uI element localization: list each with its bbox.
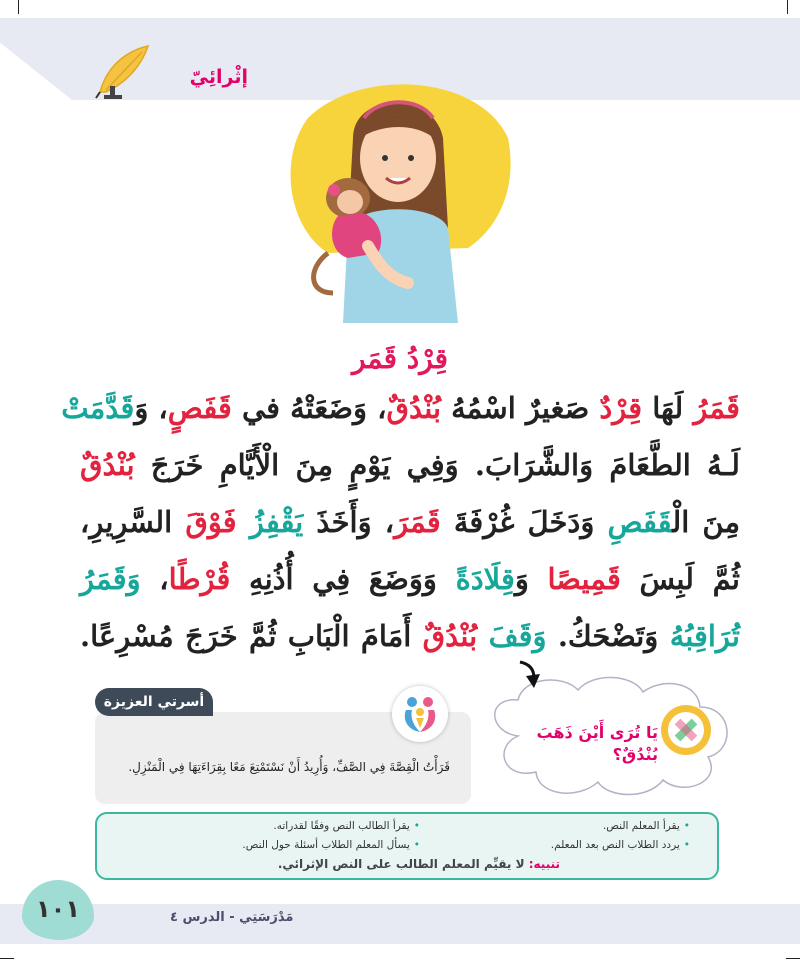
story-word-highlight: يَقْفِزُ [249, 505, 304, 539]
note-item: • يردد الطلاب النص بعد المعلم. [551, 839, 690, 851]
story-text: السَّرِيرِ، [80, 505, 186, 539]
pencil-badge-icon [660, 704, 712, 756]
note-item: • يقرأ المعلم النص. [603, 820, 690, 832]
story-word-highlight: قِرْدٌ [599, 391, 643, 425]
story-text: مِنَ الْ [672, 505, 740, 539]
family-message: قَرَأْتُ الْقِصَّةَ فِي الصَّفِّ، وَأُرِيدُ أَنْ نَسْتَمْتِعَ مَعًا بِقِرَاءَتِهَا فِي الْمَنْزِلِ. [128, 760, 450, 774]
story-line [80, 551, 740, 608]
story-text: أَمَامَ الْبَابِ ثُمَّ خَرَجَ مُسْرِعًا. [80, 619, 423, 653]
family-tab: أسرتي العزيزة [95, 688, 213, 716]
section-title: إثْرائِيّ [189, 66, 248, 88]
story-word-highlight: قِلَادَةً [455, 562, 515, 596]
story-text: ثُمَّ لَبِسَ [620, 562, 741, 596]
story-text: ، وَأَخَذَ [303, 505, 395, 539]
story-text: وَتَضْحَكُ. [546, 619, 670, 653]
crop-mark [786, 958, 800, 959]
story-word-highlight: بُنْدُقٌ [422, 619, 478, 653]
family-icon [392, 686, 448, 742]
crop-mark [18, 0, 19, 14]
story-word-highlight: تُرَاقِبُهُ [669, 619, 740, 653]
arrow-down-icon [516, 660, 542, 690]
story-text: ، وَضَعَتْهُ في [231, 391, 387, 425]
story-line [61, 380, 740, 437]
crop-mark [0, 958, 14, 959]
story-word-highlight: وَقَفَ [488, 619, 547, 653]
story-word-highlight: وَقَمَرُ [80, 562, 141, 596]
story-word-highlight: قَمَرُ [693, 391, 740, 425]
story-text: لَـهُ الطَّعَامَ وَالشَّرَابَ. وَفِي يَوْمٍ مِنَ الْأَيَّامِ خَرَجَ [134, 448, 740, 482]
girl-with-monkey-illustration [268, 78, 518, 323]
story-text [237, 505, 250, 539]
quill-pen-icon [92, 42, 154, 102]
warning-label: تنبيه: [528, 857, 560, 871]
story-word-highlight: قَدَّمَتْ [61, 391, 135, 425]
story-word-highlight: قُرْطًا [168, 562, 231, 596]
note-item: • يسأل المعلم الطلاب أسئلة حول النص. [242, 839, 420, 851]
story-word-highlight: بُنْدُقٌ [386, 391, 442, 425]
story-text: صَغيرٌ اسْمُهُ [441, 391, 600, 425]
story-body [61, 380, 741, 665]
warning-text: لا يقيِّم المعلم الطالب على النص الإثرائي. [277, 857, 529, 871]
question-text: يَا تُرَى أَيْنَ ذَهَبَ بُنْدُقٌ؟ [536, 723, 658, 764]
story-line [80, 437, 740, 494]
story-word-highlight: قَمَرَ [394, 505, 441, 539]
crop-mark [787, 0, 788, 14]
story-text [477, 619, 488, 653]
teacher-warning [278, 857, 560, 871]
story-line [80, 608, 740, 665]
footer-band [0, 904, 800, 944]
family-icon-badge [392, 686, 448, 742]
story-word-highlight: قَفَصٍ [167, 391, 232, 425]
story-word-highlight: بُنْدُقٌ [80, 448, 135, 482]
note-item: • يقرأ الطالب النص وفقًا لقدراته. [273, 820, 420, 832]
story-text: وَوَضَعَ فِي أُذُنِهِ [230, 562, 456, 596]
story-word-highlight: فَوْقَ [185, 505, 237, 539]
story-text: ، وَ [134, 391, 168, 425]
story-text: وَدَخَلَ غُرْفَةَ [440, 505, 608, 539]
story-text: وَ [514, 562, 548, 596]
story-title: قِرْدُ قَمَر [351, 342, 449, 375]
page-number: ١٠١ [22, 880, 94, 940]
story-text: لَهَا [642, 391, 694, 425]
story-word-highlight: قَفَصِ [607, 505, 673, 539]
story-line [80, 494, 740, 551]
story-word-highlight: قَمِيصًا [547, 562, 621, 596]
story-text: ، [140, 562, 169, 596]
footer-book-label: مَدْرَسَتِي - الدرس ٤ [170, 910, 294, 925]
